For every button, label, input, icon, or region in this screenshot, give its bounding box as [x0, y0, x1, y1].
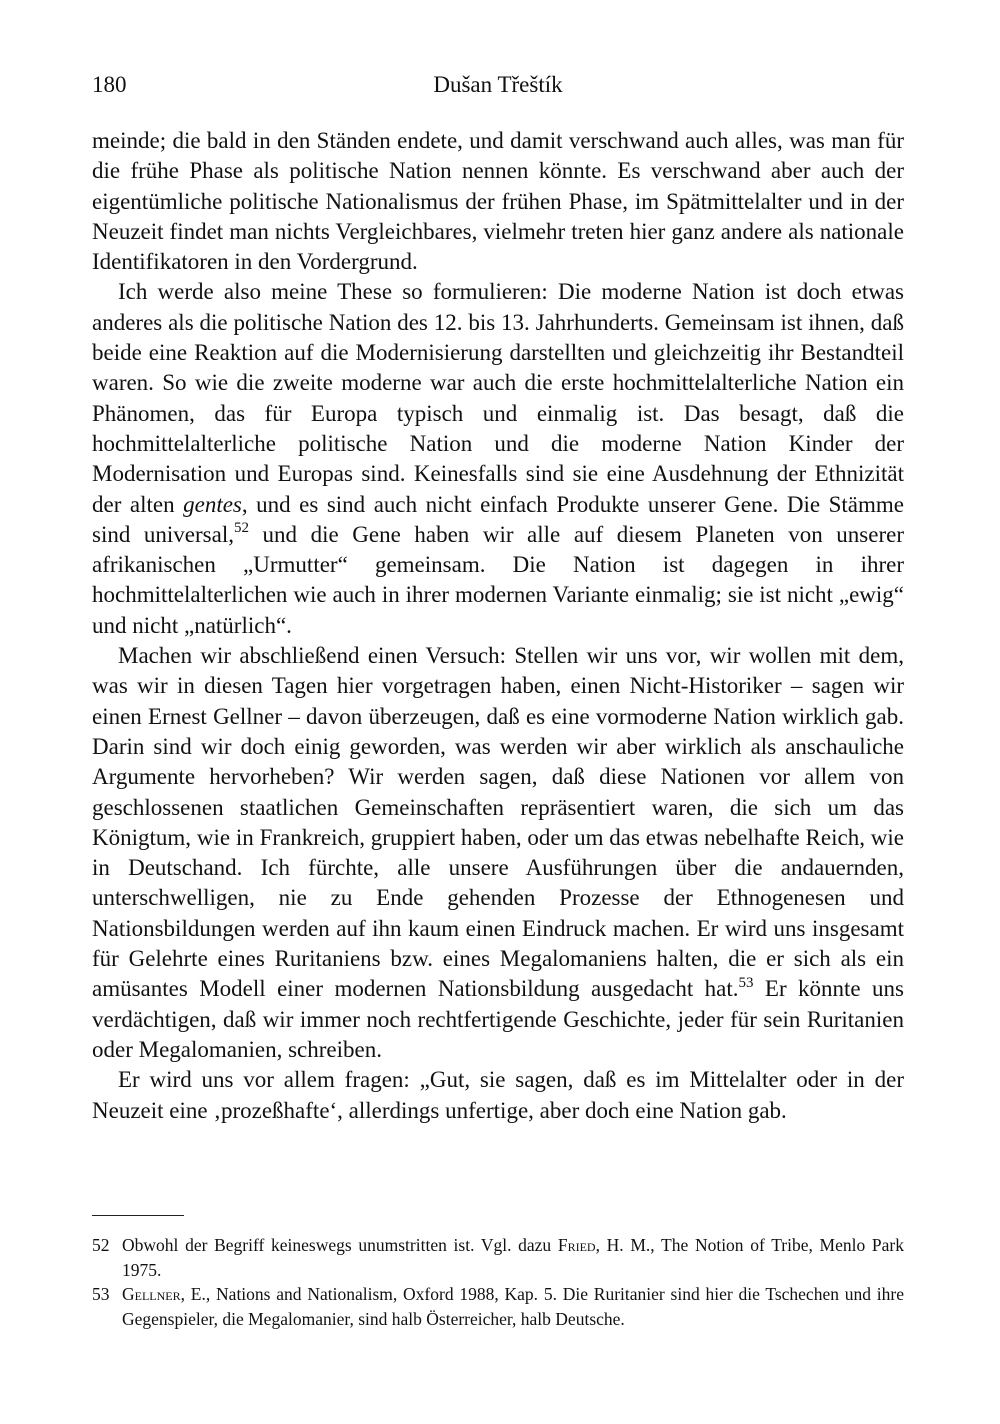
- paragraph-1: meinde; die bald in den Ständen endete, und damit verschwand auch alles, was man für die frühe Phase als politische Nation nennen könnte. Es verschwand aber auch der eigentümliche politische Nationalismus der frühen Phase, im Spätmittelalter und in der Neuzeit findet man nichts Vergleichbares, vielmehr treten hier ganz andere als nationale Identifikatoren in den Vordergrund.: [92, 128, 904, 275]
- footnote-text: , H. M., The Notion of Tribe, Menlo Park 1975.: [122, 1235, 904, 1280]
- paragraph-2-part-a: Ich werde also meine These so formulieren: Die moderne Nation ist doch etwas anderes als die politische Nation des 12. bis 13. Jahrhunderts. Gemeinsam ist ihnen, daß beide eine Reaktion auf die Modernisierung darstellten und gleichzeitig ihr Bestandteil waren. So wie die zweite moderne war auch die erste hochmittelalterliche Nation ein Phänomen, das für Europa typisch und einmalig ist. Das besagt, daß die hochmittelalterliche politische Nation und die moderne Nation Kinder der Modernisation und Europas sind. Keinesfalls sind sie eine Ausdehnung der Ethnizität der alten: [92, 279, 904, 517]
- paragraph-4: Er wird uns vor allem fragen: „Gut, sie sagen, daß es im Mittelalter oder in der Neuzeit eine ‚prozeßhafte‘, allerdings unfertige, aber doch eine Nation gab.: [92, 1067, 904, 1123]
- paragraph-2-part-b: , und es sind auch nicht einfach Produkte unserer Gene. Die Stämme sind universal,: [92, 491, 904, 547]
- page-number: 180: [92, 72, 127, 97]
- footnote-ref-52[interactable]: 52: [233, 520, 249, 537]
- footnote-52: [92, 1233, 904, 1282]
- footnote-author: Fried: [557, 1235, 596, 1255]
- paragraph-2-part-c: und die Gene haben wir alle auf diesem Planeten von unserer afrikanischen „Urmutter“ gemeinsam. Die Nation ist dagegen in ihrer hochmittelalterlichen wie auch in ihrer modernen Variante einmalig; sie ist nicht „ewig“ und nicht „natürlich“.: [92, 521, 904, 638]
- footnote-text: Obwohl der Begriff keineswegs unumstritten ist. Vgl. dazu: [122, 1235, 558, 1255]
- footnotes: [92, 1233, 904, 1332]
- running-head-author: Dušan Třeštík: [433, 72, 563, 97]
- paragraph-3-part-b: Er könnte uns verdächtigen, daß wir immer noch rechtfertigende Geschichte, jeder für sein Ruritanien oder Megalomanien, schreiben.: [92, 976, 904, 1062]
- footnote-ref-53[interactable]: 53: [738, 974, 754, 991]
- footnote-text: , E., Nations and Nationalism, Oxford 1988, Kap. 5. Die Ruritanier sind hier die Tschechen und ihre Gegenspieler, die Megalomanier, sind halb Österreicher, halb Deutsche.: [122, 1284, 904, 1330]
- footnote-53: [92, 1282, 904, 1331]
- italic-term-gentes: gentes: [183, 491, 242, 517]
- footnote-number: 52: [92, 1235, 110, 1255]
- paragraph-2: [92, 277, 904, 641]
- footnote-author: Gellner: [122, 1284, 181, 1305]
- paragraph-3-part-a: Machen wir abschließend einen Versuch: Stellen wir uns vor, wir wollen mit dem, was wir in diesen Tagen hier vorgetragen haben, einen Nicht-Historiker – sagen wir einen Ernest Gellner – davon überzeugen, daß es eine vormoderne Nation wirklich gab. Darin sind wir doch einig geworden, was werden wir aber wirklich als anschauliche Argumente hervorheben? Wir werden sagen, daß diese Nationen vor allem von geschlossenen staatlichen Gemeinschaften repräsentiert waren, die sich um das Königtum, wie in Frankreich, gruppiert haben, oder um das etwas nebelhafte Reich, wie in Deutschand. Ich fürchte, alle unsere Ausführungen über die andauernden, unterschwelligen, nie zu Ende gehenden Prozesse der Ethnogenesen und Nationsbildungen werden auf ihn kaum einen Eindruck machen. Er wird uns insgesamt für Gelehrte eines Ruritaniens bzw. eines Megalomaniens halten, die er sich als ein amüsantes Modell einer modernen Nationsbildung ausgedacht hat.: [92, 643, 904, 1002]
- main-text: [92, 126, 904, 1126]
- page-header: [92, 72, 904, 106]
- footnote-divider: [92, 1215, 184, 1216]
- footnote-number: 53: [92, 1284, 110, 1305]
- paragraph-3: [92, 641, 904, 1065]
